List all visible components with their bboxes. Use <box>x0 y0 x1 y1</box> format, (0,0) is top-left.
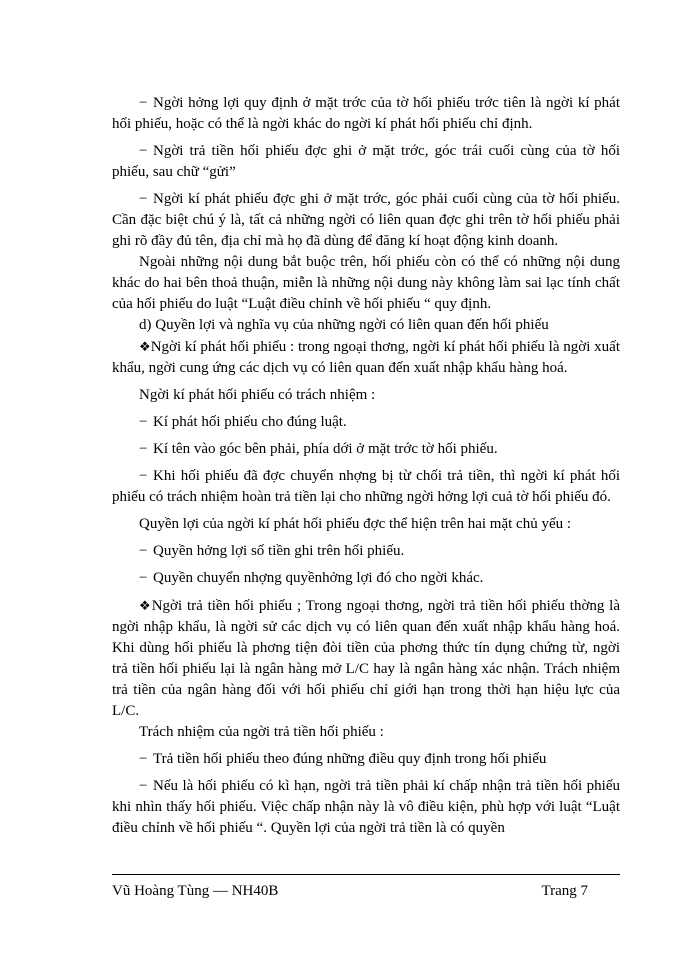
diamond-bullet-icon: ❖ <box>139 598 152 613</box>
page-footer <box>112 874 620 900</box>
paragraph-13: − Quyền chuyển nhợng quyềnhởng lợi đó cho ngời khác. <box>112 568 620 589</box>
paragraph-14: ❖Ngời trả tiền hối phiếu ; Trong ngoại thơng, ngời trả tiền hối phiếu thờng là ngời nhập khẩu, là ngời sử các dịch vụ có liên quan đến xuất nhập khẩu hàng hoá. Khi dùng hối phiếu là phơng tiện đòi tiền của phơng thức tín dụng chứng từ, ngời trả tiền hối phiếu lại là ngân hàng mở L/C hay là ngân hàng xác nhận. Trách nhiệm trả tiền của ngân hàng đối với hối phiếu chỉ giới hạn trong thời hạn hiệu lực của L/C. <box>112 598 620 719</box>
paragraph-2: − Ngời trả tiền hối phiếu đợc ghi ở mặt trớc, góc trái cuối cùng của tờ hối phiếu, sau chữ “gửi” <box>112 143 620 180</box>
dash-marker: − <box>139 191 148 207</box>
paragraph-11: Quyền lợi của ngời kí phát hối phiếu đợc thể hiện trên hai mặt chủ yếu : <box>139 516 572 532</box>
dash-marker: − <box>139 778 148 794</box>
paragraph-10: − Khi hối phiếu đã đợc chuyển nhợng bị từ chối trả tiền, thì ngời kí phát hối phiếu có trách nhiệm hoàn trả tiền lại cho những ngời hởng lợi cuả tờ hối phiếu đó. <box>112 468 620 505</box>
dash-marker: − <box>139 570 148 586</box>
paragraph-15: Trách nhiệm của ngời trả tiền hối phiếu : <box>139 724 384 740</box>
dash-marker: − <box>139 441 148 457</box>
section-heading-d: d) Quyền lợi và nghĩa vụ của những ngời có liên quan đến hối phiếu <box>139 317 549 333</box>
paragraph-7: Ngời kí phát hối phiếu có trách nhiệm : <box>139 387 376 403</box>
paragraph-9: − Kí tên vào góc bên phải, phía dới ở mặt trớc tờ hối phiếu. <box>112 439 620 460</box>
paragraph-12: − Quyền hởng lợi số tiền ghi trên hối phiếu. <box>112 541 620 562</box>
diamond-bullet-icon: ❖ <box>139 339 151 354</box>
document-body <box>112 93 620 839</box>
dash-marker: − <box>139 95 148 111</box>
footer-author: Vũ Hoàng Tùng — NH40B <box>112 883 279 899</box>
dash-marker: − <box>139 543 148 559</box>
footer-page-number: Trang 7 <box>541 883 588 899</box>
dash-marker: − <box>139 468 148 484</box>
paragraph-17: − Nếu là hối phiếu có kì hạn, ngời trả tiền phải kí chấp nhận trả tiền hối phiếu khi nhìn thấy hối phiếu. Việc chấp nhận này là vô điều kiện, phù hợp với luật “Luật điều chỉnh về hối phiếu “. Quyền lợi của ngời trả tiền là có quyền <box>112 778 620 836</box>
paragraph-1: − Ngời hởng lợi quy định ở mặt trớc của tờ hối phiếu trớc tiên là ngời kí phát hối phiếu, hoặc có thể là ngời khác do ngời kí phát hối phiếu chỉ định. <box>112 95 620 132</box>
dash-marker: − <box>139 751 148 767</box>
paragraph-3: − Ngời kí phát phiếu đợc ghi ở mặt trớc, góc phải cuối cùng của tờ hối phiếu. Cần đặc biệt chú ý là, tất cả những ngời có liên quan đợc ghi trên tờ hối phiếu phải ghi rõ đầy đủ tên, địa chỉ mà họ đã dùng để đăng kí hoạt động kinh doanh. <box>112 191 620 249</box>
paragraph-16: − Trả tiền hối phiếu theo đúng những điều quy định trong hối phiếu <box>112 749 620 770</box>
paragraph-4: Ngoài những nội dung bắt buộc trên, hối phiếu còn có thể có những nội dung khác do hai bên thoả thuận, miễn là những nội dung này không làm sai lạc tính chất của hối phiếu do luật “Luật điều chỉnh về hối phiếu “ quy định. <box>112 254 620 312</box>
dash-marker: − <box>139 143 148 159</box>
paragraph-6: ❖Ngời kí phát hối phiếu : trong ngoại thơng, ngời kí phát hối phiếu là ngời xuất khẩu, ngời cung ứng các dịch vụ có liên quan đến xuất nhập khẩu hàng hoá. <box>112 339 621 376</box>
dash-marker: − <box>139 414 148 430</box>
paragraph-8: − Kí phát hối phiếu cho đúng luật. <box>112 412 620 433</box>
